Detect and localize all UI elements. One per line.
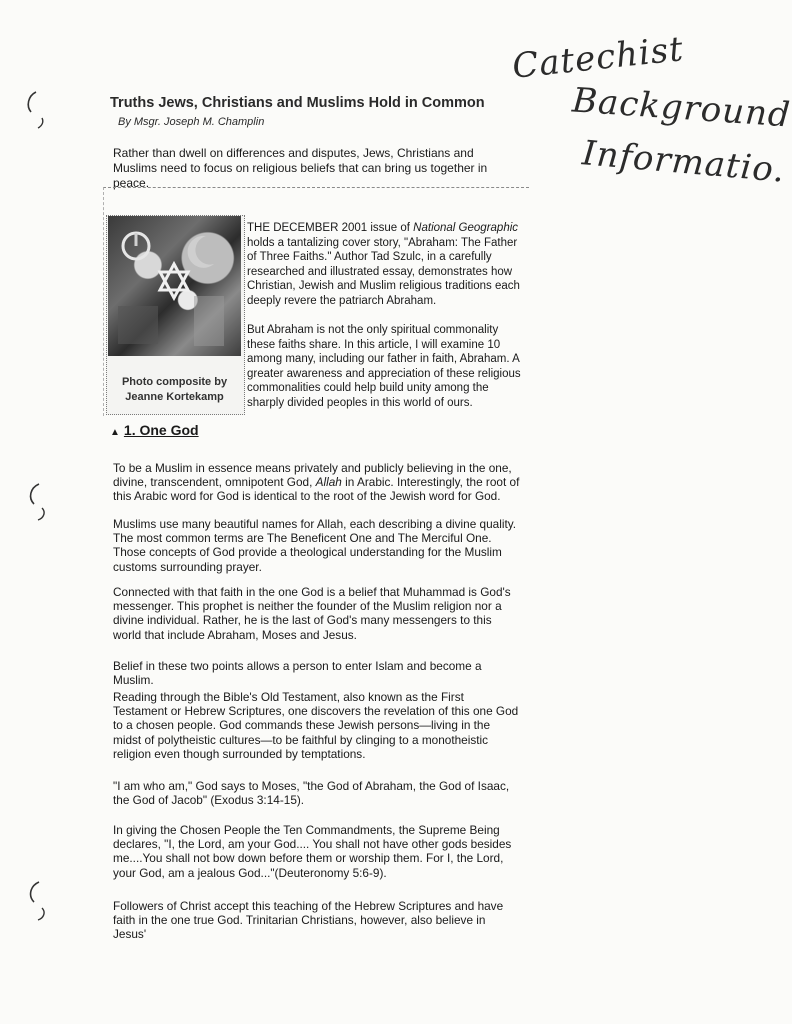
paragraph-1-rest: in Arabic. Interestingly, the root of this Arabic word for God is identical to the root of the Jewish word for God. <box>113 475 520 504</box>
article-intro: Rather than dwell on differences and disputes, Jews, Christians and Muslims need to focus on religious beliefs that can bring us together in peace. <box>113 146 488 190</box>
section-heading-one-god <box>110 422 199 438</box>
paragraph-3: Connected with that faith in the one God is a belief that Muhammad is God's messenger. This prophet is neither the founder of the Muslim religion nor a divine individual. Rather, he is the last of God's many messengers to this world that include Abraham, Moses and Jesus. <box>113 585 511 642</box>
paragraph-2: Muslims use many beautiful names for Allah, each describing a divine quality. The most common terms are The Beneficent One and The Merciful One. Those concepts of God provide a theological understanding for the Muslim customs surrounding prayer. <box>113 517 517 574</box>
paragraph-7: In giving the Chosen People the Ten Commandments, the Supreme Being declares, "I, the Lord, am your God.... You shall not have other gods besides me....You shall not bow down before them or worship them. For I, the Lord, your God, am a jealous God..."(Deuteronomy 5:6-9). <box>113 823 512 880</box>
paragraph-5: Reading through the Bible's Old Testament, also known as the First Testament or Hebrew Scriptures, one discovers the revelation of this one God to a chosen people. God commands these Jewish persons—living in the midst of polytheistic cultures—to be faithful by clinging to a monotheistic religion even though surrounded by temptations. <box>113 690 519 761</box>
paragraph-6: "I am who am," God says to Moses, "the God of Abraham, the God of Isaac, the God of Jacob" (Exodus 3:14-15). <box>113 779 510 808</box>
paragraph-4: Belief in these two points allows a person to enter Islam and become a Muslim. <box>113 659 482 688</box>
section-heading-text: 1. One God <box>123 422 199 438</box>
triangle-icon: ▲ <box>110 427 120 438</box>
article-title: Truths Jews, Christians and Muslims Hold in Common <box>110 95 485 111</box>
paragraph-1 <box>113 461 521 504</box>
magazine-name: National Geographic <box>413 222 519 234</box>
photo-caption-line1: Photo composite by <box>121 376 228 388</box>
photo-caption-line2: Jeanne Kortekamp <box>125 391 224 403</box>
handwritten-note-line2: Background <box>570 80 792 136</box>
article-byline: By Msgr. Joseph M. Champlin <box>118 116 265 128</box>
hole-punch-mark-middle <box>24 480 54 524</box>
photo-caption <box>108 375 241 405</box>
handwritten-note-line1: Catechist <box>510 29 686 87</box>
paragraph-1-start: To be a Muslim in essence means privately and publicly believing in the one, divine, transcendent, omnipotent God, <box>113 461 512 490</box>
column-paragraph-1 <box>247 221 522 308</box>
photo-symbols <box>108 216 241 356</box>
photo-composite-image <box>108 216 241 356</box>
hole-punch-mark-bottom <box>24 878 54 922</box>
column-paragraph-1-start: THE DECEMBER 2001 issue of <box>247 222 414 234</box>
hole-punch-mark-top <box>22 88 52 132</box>
word-allah: Allah <box>315 475 342 490</box>
paragraph-8: Followers of Christ accept this teaching of the Hebrew Scriptures and have faith in the one true God. Trinitarian Christians, however, also believe in Jesus' <box>113 899 504 942</box>
column-paragraph-2: But Abraham is not the only spiritual commonality these faiths share. In this article, I will examine 10 among many, including our father in faith, Abraham. A greater awareness and appreciation of these religious commonalities could help build unity among the sharply divided peoples in this world of ours. <box>247 324 521 409</box>
handwritten-note-line3: Informatio. <box>580 133 787 191</box>
column-paragraph-1-rest: holds a tantalizing cover story, "Abraham: The Father of Three Faiths." Author Tad Szulc, in a carefully researched and illustrated essay, demonstrates how Christian, Jewish and Muslim religious traditions each deeply revere the patriarch Abraham. <box>247 236 520 307</box>
